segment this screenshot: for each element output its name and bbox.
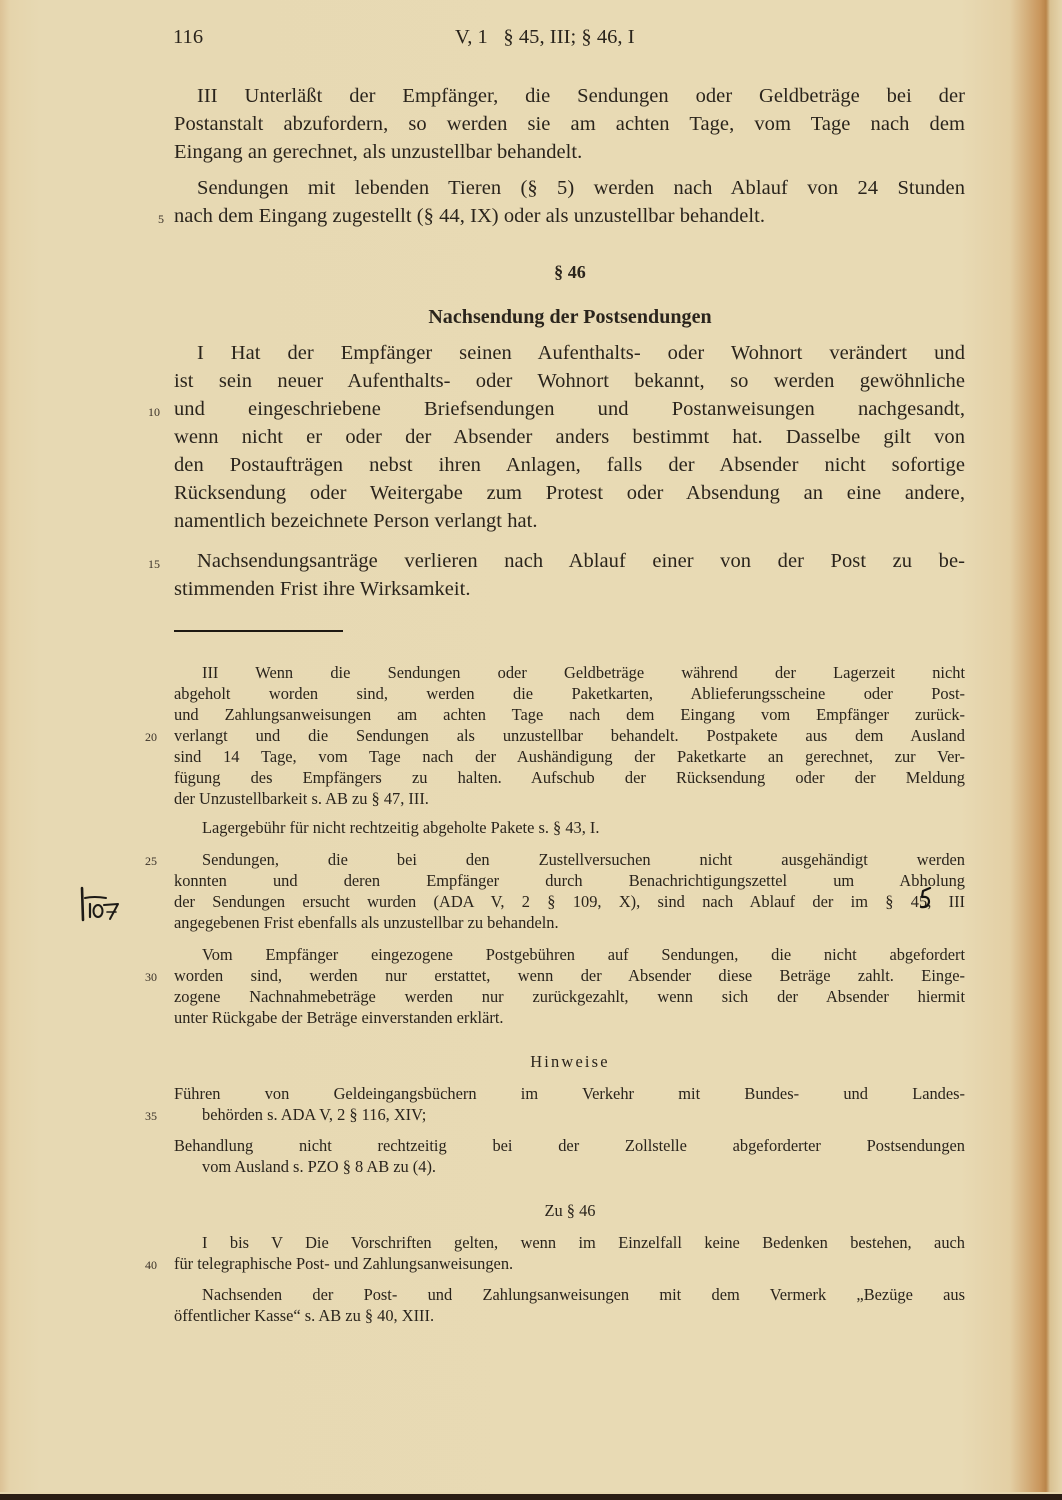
s46-para1-line: wenn nicht er oder der Absender anders bestimmt hat. Dasselbe gilt von	[174, 426, 965, 448]
note4-line: Vom Empfänger eingezogene Postgebühren auf Sendungen, die nicht abgefordert	[202, 945, 965, 964]
line-number: 40	[145, 1258, 157, 1272]
section-divider	[174, 630, 343, 632]
note4-line: unter Rückgabe der Beträge einverstanden erklärt.	[174, 1008, 504, 1027]
zu46-para1-line: I bis V Die Vorschriften gelten, wenn im Einzelfall keine Bedenken bestehen, auch	[202, 1233, 965, 1252]
note1-line: fügung des Empfängers zu halten. Aufschub der Rücksendung oder der Meldung	[174, 768, 965, 787]
hinweise-item2-line: Behandlung nicht rechtzeitig bei der Zollstelle abgeforderter Postsendungen	[174, 1136, 965, 1155]
line-number: 35	[145, 1109, 157, 1123]
s46-para1-line: I Hat der Empfänger seinen Aufenthalts- oder Wohnort verändert und	[197, 342, 965, 364]
line-number: 10	[148, 405, 160, 419]
line-number: 25	[145, 854, 157, 868]
note3-line: Sendungen, die bei den Zustellversuchen nicht ausgehändigt werden	[202, 850, 965, 869]
scan-border	[0, 1494, 1062, 1500]
s46-para1-line: Rücksendung oder Weitergabe zum Protest oder Absendung an eine andere,	[174, 482, 965, 504]
note2-line: Lagergebühr für nicht rechtzeitig abgeholte Pakete s. § 43, I.	[202, 818, 600, 837]
s45-para2-line: Sendungen mit lebenden Tieren (§ 5) werden nach Ablauf von 24 Stunden	[197, 177, 965, 199]
s46-para1-line: ist sein neuer Aufenthalts- oder Wohnort bekannt, so werden gewöhnliche	[174, 370, 965, 392]
note1-line: sind 14 Tage, vom Tage nach der Aushändigung der Paketkarte an gerechnet, zur Ver-	[174, 747, 965, 766]
note1-line: der Unzustellbarkeit s. AB zu § 47, III.	[174, 789, 429, 808]
note1-line: abgeholt worden sind, werden die Paketkarten, Ablieferungsscheine oder Post-	[174, 684, 965, 703]
note1-line: III Wenn die Sendungen oder Geldbeträge während der Lagerzeit nicht	[202, 663, 965, 682]
line-number: 20	[145, 730, 157, 744]
s46-para2-line: stimmenden Frist ihre Wirksamkeit.	[174, 578, 471, 600]
line-number: 30	[145, 970, 157, 984]
note4-line: zogene Nachnahmebeträge werden nur zurückgezahlt, wenn sich der Absender hiermit	[174, 987, 965, 1006]
s46-para1-line: namentlich bezeichnete Person verlangt hat.	[174, 510, 538, 532]
running-head: V, 1 § 45, III; § 46, I	[455, 26, 635, 48]
note3-line: der Sendungen ersucht wurden (ADA V, 2 § 109, X), sind nach Ablauf der im § 45, III	[174, 892, 965, 911]
zu46-para2-line: öffentlicher Kasse“ s. AB zu § 40, XIII.	[174, 1306, 435, 1325]
section-title: Nachsendung der Postsendungen	[428, 306, 712, 328]
s45-para1-line: Postanstalt abzufordern, so werden sie am achten Tage, vom Tage nach dem	[174, 113, 965, 135]
line-number: 5	[158, 212, 164, 226]
hinweise-item2-line: vom Ausland s. PZO § 8 AB zu (4).	[202, 1157, 437, 1176]
note4-line: worden sind, werden nur erstattet, wenn der Absender diese Beträge zahlt. Einge-	[174, 966, 965, 985]
note3-line: angegebenen Frist ebenfalls als unzustellbar zu behandeln.	[174, 913, 559, 932]
handwritten-correction	[918, 887, 932, 909]
zu46-para2-line: Nachsenden der Post- und Zahlungsanweisungen mit dem Vermerk „Bezüge aus	[202, 1285, 965, 1304]
zu46-para1-line: für telegraphische Post- und Zahlungsanweisungen.	[174, 1254, 514, 1273]
note1-line: und Zahlungsanweisungen am achten Tage nach dem Eingang vom Empfänger zurück-	[174, 705, 965, 724]
s45-para1-line: III Unterläßt der Empfänger, die Sendungen oder Geldbeträge bei der	[197, 85, 965, 107]
line-number: 15	[148, 557, 160, 571]
s45-para1-line: Eingang an gerechnet, als unzustellbar behandelt.	[174, 141, 583, 163]
section-number: § 46	[554, 262, 586, 282]
page-number: 116	[173, 26, 204, 48]
handwritten-margin-note	[76, 886, 124, 922]
s46-para1-line: und eingeschriebene Briefsendungen und Postanweisungen nachgesandt,	[174, 398, 965, 420]
note3-line: konnten und deren Empfänger durch Benachrichtigungszettel um Abholung	[174, 871, 965, 890]
zu46-heading: Zu § 46	[544, 1201, 596, 1220]
note1-line: verlangt und die Sendungen als unzustellbar behandelt. Postpakete aus dem Ausland	[174, 726, 965, 745]
hinweise-item1-line: Führen von Geldeingangsbüchern im Verkehr mit Bundes- und Landes-	[174, 1084, 965, 1103]
hinweise-item1-line: behörden s. ADA V, 2 § 116, XIV;	[202, 1105, 427, 1124]
hinweise-heading: Hinweise	[530, 1052, 610, 1071]
s46-para2-line: Nachsendungsanträge verlieren nach Ablauf einer von der Post zu be-	[197, 550, 965, 572]
s45-para2-line: nach dem Eingang zugestellt (§ 44, IX) oder als unzustellbar behandelt.	[174, 205, 766, 227]
s46-para1-line: den Postaufträgen nebst ihren Anlagen, falls der Absender nicht sofortige	[174, 454, 965, 476]
